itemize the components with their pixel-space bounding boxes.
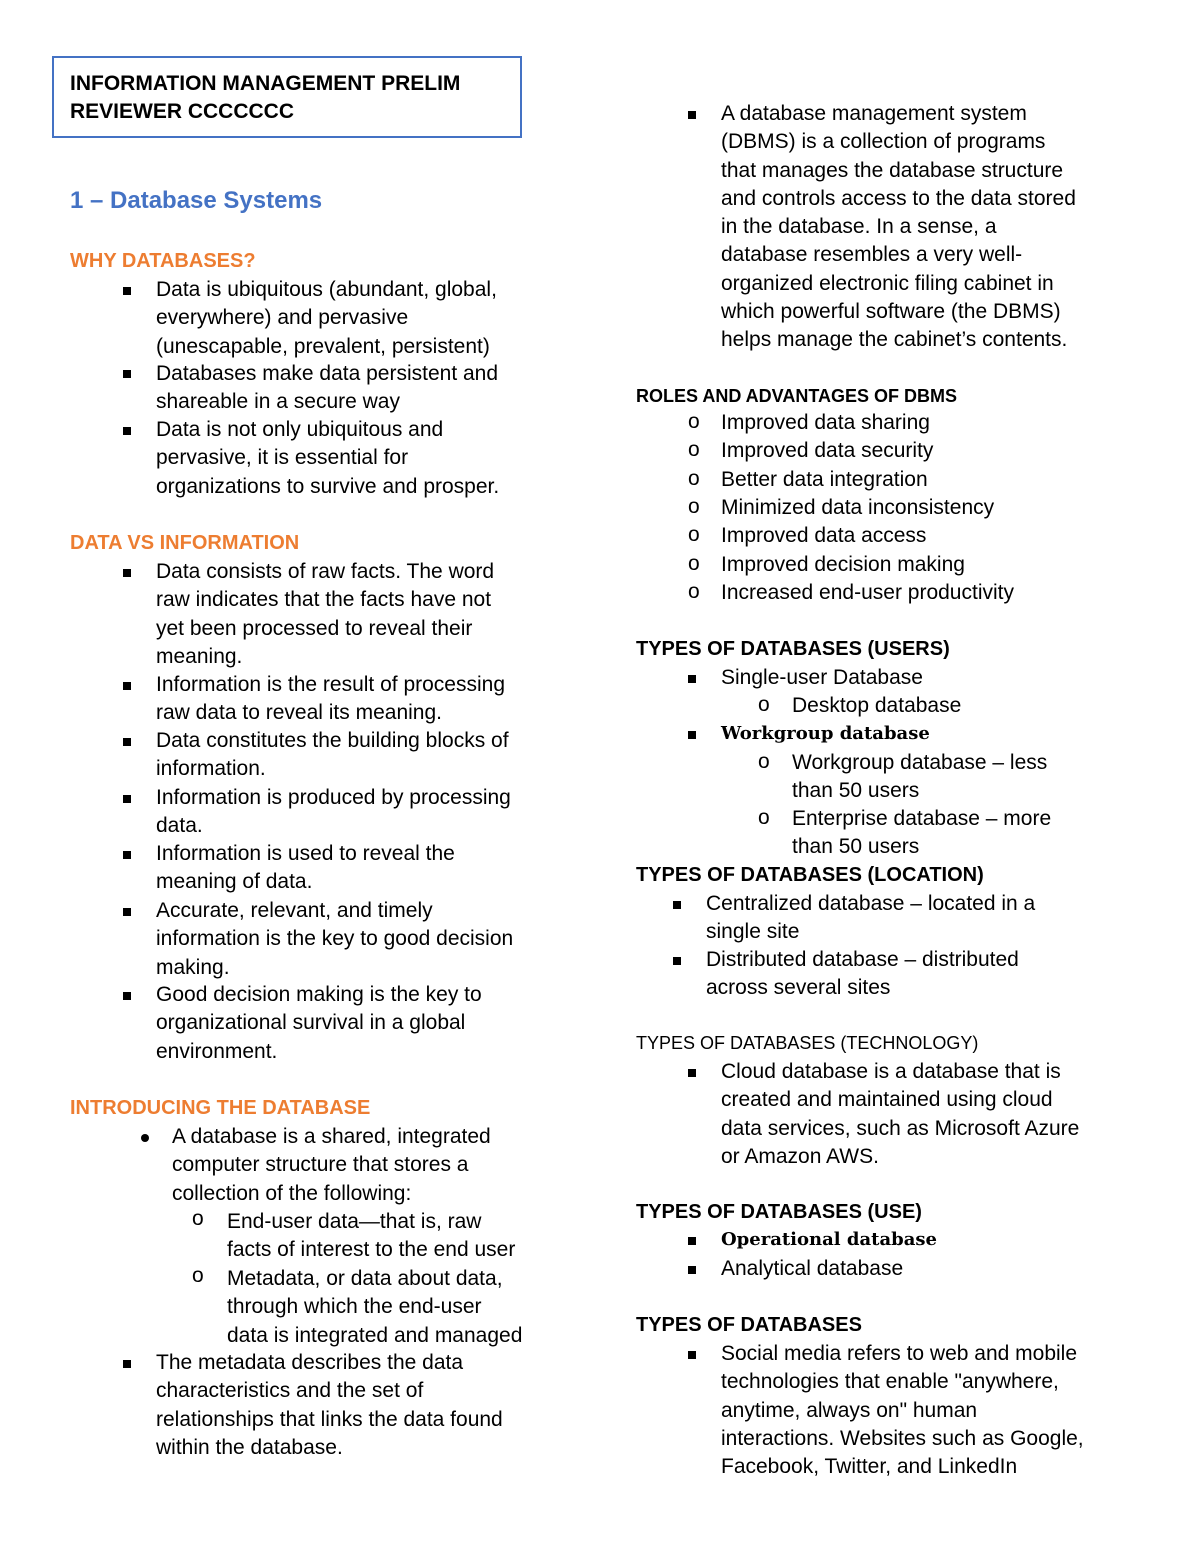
dvi-heading: DATA VS INFORMATION [70, 532, 300, 554]
bullet-icon [673, 901, 681, 909]
use-operational: Operational database [721, 1229, 937, 1250]
users-heading: TYPES OF DATABASES (USERS) [636, 638, 950, 660]
circle-bullet-icon: o [688, 467, 700, 490]
types-heading: TYPES OF DATABASES [636, 1314, 862, 1336]
why-item-3: Data is not only ubiquitous and pervasive, it is essential for organizations to survive and prosper. [156, 418, 500, 498]
dvi-item-4: Information is produced by processing data. [156, 786, 511, 838]
document-title: INFORMATION MANAGEMENT PRELIM REVIEWER CCCCCCC [70, 72, 461, 123]
why-heading: WHY DATABASES? [70, 250, 256, 272]
dvi-item-1: Data consists of raw facts. The word raw indicates that the facts have not yet been processed to reveal their meaning. [156, 560, 495, 668]
intro-sub-item-2: Metadata, or data about data, through which the end-user data is integrated and managed [227, 1267, 523, 1347]
roles-item: Improved data access [721, 524, 927, 547]
dvi-item-5: Information is used to reveal the meaning of data. [156, 842, 455, 894]
bullet-icon [123, 427, 131, 435]
bullet-icon [123, 851, 131, 859]
roles-item: Improved decision making [721, 553, 965, 576]
circle-bullet-icon: o [688, 438, 700, 461]
technology-item: Cloud database is a database that is created and maintained using cloud data services, such as Microsoft Azure or Amazon AWS. [721, 1060, 1080, 1168]
intro-dot-item: A database is a shared, integrated computer structure that stores a collection of the following: [172, 1125, 491, 1205]
circle-bullet-icon: o [192, 1207, 204, 1230]
circle-bullet-icon: o [758, 750, 770, 773]
circle-bullet-icon: o [688, 410, 700, 433]
bullet-icon [688, 1237, 696, 1245]
bullet-icon [688, 675, 696, 683]
technology-heading: TYPES OF DATABASES (TECHNOLOGY) [636, 1033, 979, 1053]
roles-heading: ROLES AND ADVANTAGES OF DBMS [636, 386, 958, 406]
dvi-item-2: Information is the result of processing raw data to reveal its meaning. [156, 673, 506, 725]
intro-last-item: The metadata describes the data characteristics and the set of relationships that links the data found within the database. [156, 1351, 503, 1459]
why-item-1: Data is ubiquitous (abundant, global, everywhere) and pervasive (unescapable, prevalent, persistent) [156, 278, 497, 358]
circle-bullet-icon: o [688, 552, 700, 575]
roles-item: Improved data security [721, 439, 934, 462]
bullet-icon [688, 111, 696, 119]
location-heading: TYPES OF DATABASES (LOCATION) [636, 864, 984, 886]
bullet-icon [688, 1351, 696, 1359]
dvi-item-7: Good decision making is the key to organizational survival in a global environment. [156, 983, 482, 1063]
bullet-icon [123, 738, 131, 746]
roles-item: Minimized data inconsistency [721, 496, 995, 519]
circle-bullet-icon: o [758, 693, 770, 716]
types-item: Social media refers to web and mobile technologies that enable "anywhere, anytime, always on" human interactions. Websites such as Google, Facebook, Twitter, and LinkedIn [721, 1342, 1084, 1479]
location-item-1: Centralized database – located in a single site [706, 892, 1036, 944]
users-single: Single-user Database [721, 666, 923, 689]
users-workgroup: Workgroup database [721, 723, 930, 744]
bullet-icon [123, 370, 131, 378]
bullet-icon [688, 1266, 696, 1274]
circle-bullet-icon: o [688, 495, 700, 518]
why-item-2: Databases make data persistent and shareable in a secure way [156, 362, 499, 414]
bullet-dot-icon [141, 1134, 149, 1142]
bullet-icon [123, 908, 131, 916]
bullet-icon [123, 682, 131, 690]
circle-bullet-icon: o [688, 523, 700, 546]
bullet-icon [688, 1069, 696, 1077]
dvi-item-6: Accurate, relevant, and timely information is the key to good decision making. [156, 899, 514, 979]
users-single-sub: Desktop database [792, 694, 962, 717]
bullet-icon [688, 731, 696, 739]
section-title: 1 – Database Systems [70, 187, 323, 214]
circle-bullet-icon: o [688, 580, 700, 603]
users-workgroup-sub-1: Workgroup database – less than 50 users [792, 751, 1048, 803]
roles-item: Better data integration [721, 468, 928, 491]
bullet-icon [123, 569, 131, 577]
circle-bullet-icon: o [758, 806, 770, 829]
roles-item: Improved data sharing [721, 411, 930, 434]
bullet-icon [123, 1360, 131, 1368]
users-workgroup-sub-2: Enterprise database – more than 50 users [792, 807, 1052, 859]
bullet-icon [123, 795, 131, 803]
location-item-2: Distributed database – distributed across several sites [706, 948, 1019, 1000]
intro-heading: INTRODUCING THE DATABASE [70, 1097, 371, 1119]
use-analytical: Analytical database [721, 1257, 904, 1280]
bullet-icon [673, 957, 681, 965]
intro-sub-item-1: End-user data—that is, raw facts of interest to the end user [227, 1210, 516, 1262]
circle-bullet-icon: o [192, 1264, 204, 1287]
dbms-item: A database management system (DBMS) is a collection of programs that manages the database structure and controls access to the data stored in the database. In a sense, a database resembles a very well- organized electronic filing cabinet in which powerful software (the DBMS) helps manage the cabinet’s contents. [721, 102, 1076, 352]
bullet-icon [123, 992, 131, 1000]
roles-item: Increased end-user productivity [721, 581, 1014, 604]
use-heading: TYPES OF DATABASES (USE) [636, 1201, 922, 1223]
dvi-item-3: Data constitutes the building blocks of information. [156, 729, 509, 781]
bullet-icon [123, 287, 131, 295]
